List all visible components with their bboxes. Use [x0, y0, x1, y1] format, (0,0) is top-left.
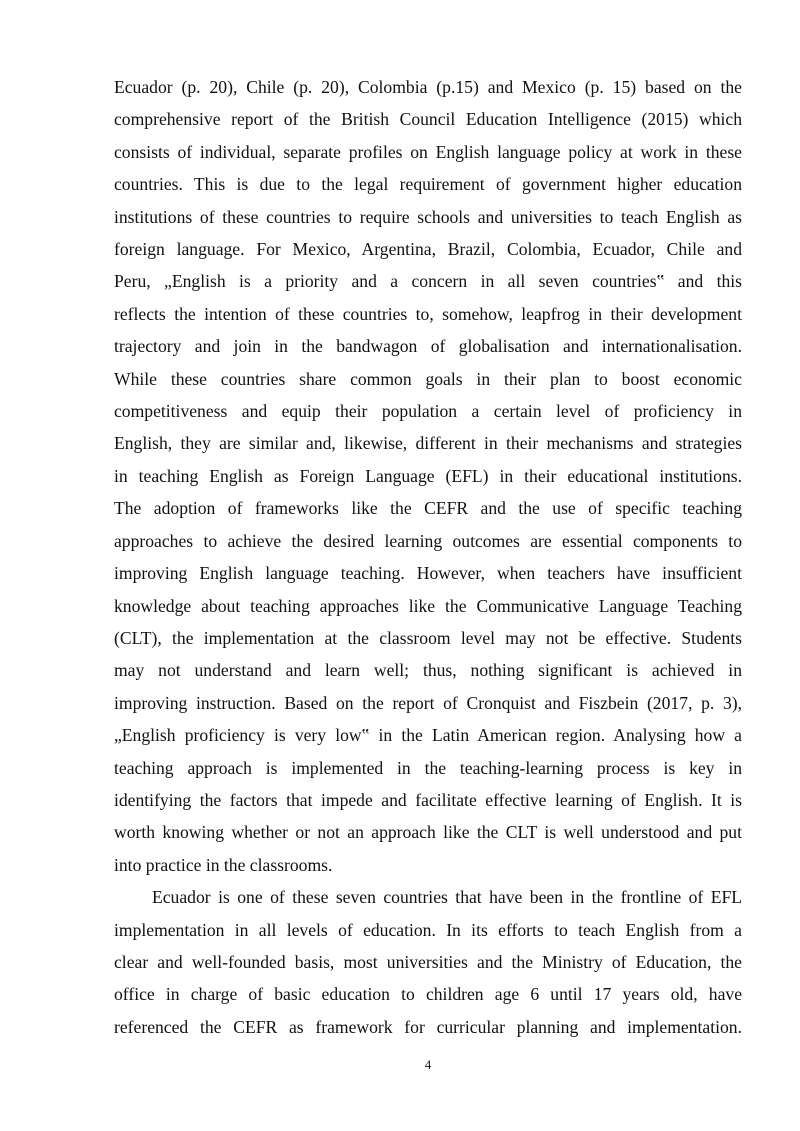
- text-line: identifying the factors that impede and facilitate effective learning of English. It is: [114, 789, 742, 810]
- text-line: may not understand and learn well; thus, nothing significant is achieved in: [114, 660, 742, 681]
- text-line: institutions of these countries to require schools and universities to teach English as: [114, 206, 742, 227]
- text-line: improving instruction. Based on the report of Cronquist and Fiszbein (2017, p. 3),: [114, 692, 742, 713]
- text-line: approaches to achieve the desired learning outcomes are essential components to: [114, 530, 742, 551]
- text-line: competitiveness and equip their population a certain level of proficiency in: [114, 401, 742, 422]
- paragraph-1: [114, 71, 742, 881]
- text-line: Ecuador (p. 20), Chile (p. 20), Colombia (p.15) and Mexico (p. 15) based on the: [114, 77, 742, 97]
- text-line: teaching approach is implemented in the teaching-learning process is key in: [114, 757, 742, 778]
- body-text: [114, 71, 742, 1043]
- text-line: into practice in the classrooms.: [114, 854, 333, 875]
- text-line: English, they are similar and, likewise, different in their mechanisms and strategies: [114, 433, 742, 454]
- text-line: worth knowing whether or not an approach like the CLT is well understood and put: [114, 822, 742, 843]
- text-line: implementation in all levels of education. In its efforts to teach English from a: [114, 919, 742, 940]
- text-line: Peru, „English is a priority and a concern in all seven countries‟ and this: [114, 271, 742, 292]
- page-number: 4: [424, 1057, 432, 1072]
- text-line: office in charge of basic education to children age 6 until 17 years old, have: [114, 984, 742, 1005]
- text-line: foreign language. For Mexico, Argentina, Brazil, Colombia, Ecuador, Chile and: [114, 239, 742, 260]
- text-line: „English proficiency is very low‟ in the Latin American region. Analysing how a: [114, 725, 742, 746]
- text-line: (CLT), the implementation at the classroom level may not be effective. Students: [114, 627, 742, 648]
- text-line: reflects the intention of these countries to, somehow, leapfrog in their development: [114, 303, 742, 324]
- text-line: improving English language teaching. However, when teachers have insufficient: [114, 563, 742, 584]
- text-line: Ecuador is one of these seven countries that have been in the frontline of EFL: [152, 887, 742, 908]
- text-line: referenced the CEFR as framework for curricular planning and implementation.: [114, 1016, 742, 1037]
- text-line: While these countries share common goals in their plan to boost economic: [114, 368, 742, 389]
- text-line: consists of individual, separate profiles on English language policy at work in these: [114, 141, 742, 162]
- text-line: in teaching English as Foreign Language (EFL) in their educational institutions.: [114, 465, 742, 486]
- text-line: The adoption of frameworks like the CEFR and the use of specific teaching: [114, 498, 742, 519]
- text-line: knowledge about teaching approaches like the Communicative Language Teaching: [114, 595, 742, 616]
- paragraph-2: [114, 881, 742, 1043]
- text-line: countries. This is due to the legal requirement of government higher education: [114, 174, 742, 195]
- text-line: clear and well-founded basis, most universities and the Ministry of Education, the: [114, 951, 742, 972]
- text-line: trajectory and join in the bandwagon of globalisation and internationalisation.: [114, 336, 742, 357]
- text-line: comprehensive report of the British Council Education Intelligence (2015) which: [114, 109, 742, 130]
